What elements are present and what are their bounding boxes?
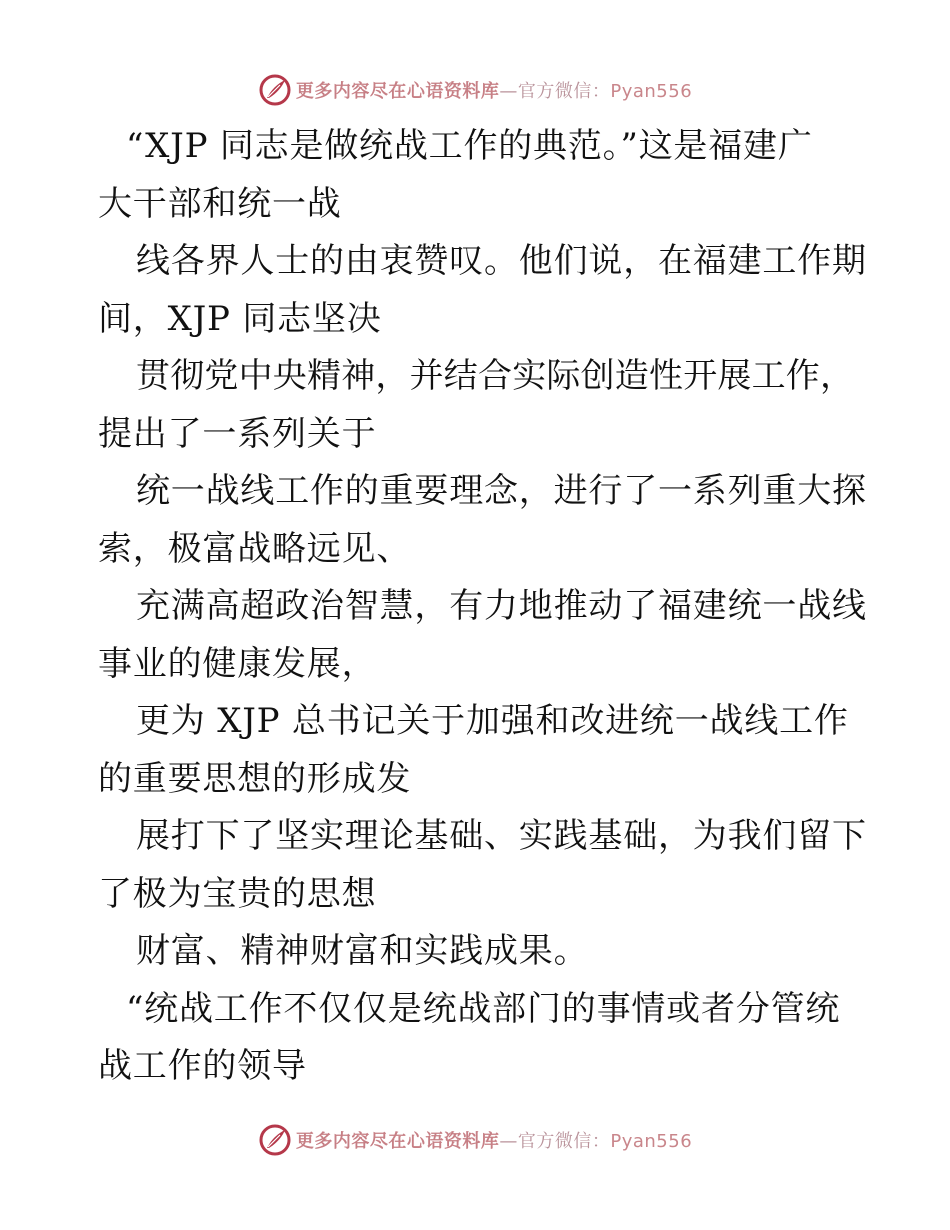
body-line: 事业的健康发展， — [98, 643, 377, 684]
body-line: 充满高超政治智慧，有力地推动了福建统一战线 — [136, 586, 867, 626]
body-line: 间，XJP 同志坚决 — [98, 298, 382, 339]
footer-watermark — [0, 1122, 950, 1158]
watermark-main: 更多内容尽在心语资料库 — [295, 1131, 500, 1152]
watermark-sub: 官方微信： — [517, 1131, 611, 1152]
feather-pen-logo-icon — [258, 1123, 292, 1157]
watermark-id: Pyan556 — [610, 81, 693, 102]
body-line: 提出了一系列关于 — [98, 413, 377, 454]
watermark-text — [296, 77, 692, 103]
body-line: 更为 XJP 总书记关于加强和改进统一战线工作 — [136, 701, 849, 741]
body-line: 索，极富战略远见、 — [98, 528, 412, 569]
body-line: 统一战线工作的重要理念，进行了一系列重大探 — [136, 471, 867, 511]
watermark-main: 更多内容尽在心语资料库 — [295, 81, 500, 102]
body-line: “XJP 同志是做统战工作的典范。”这是福建广 — [126, 126, 813, 166]
body-line: 的重要思想的形成发 — [98, 758, 412, 799]
watermark-dash: — — [499, 1131, 518, 1152]
watermark-dash: — — [499, 81, 518, 102]
body-line: “统战工作不仅仅是统战部门的事情或者分管统 — [126, 988, 841, 1029]
watermark-id: Pyan556 — [610, 1131, 693, 1152]
body-line: 战工作的领导 — [98, 1046, 307, 1086]
watermark-text — [296, 1127, 692, 1153]
body-line: 展打下了坚实理论基础、实践基础，为我们留下 — [136, 816, 867, 856]
body-line: 财富、精神财富和实践成果。 — [136, 931, 589, 971]
feather-pen-logo-icon — [258, 73, 292, 107]
header-watermark — [0, 72, 950, 108]
body-line: 了极为宝贵的思想 — [98, 873, 377, 914]
body-line: 贯彻党中央精神，并结合实际创造性开展工作， — [136, 356, 855, 396]
body-line: 大干部和统一战 — [98, 183, 342, 224]
watermark-sub: 官方微信： — [517, 81, 611, 102]
document-body — [98, 118, 867, 1096]
body-line: 线各界人士的由衷赞叹。他们说，在福建工作期 — [136, 241, 867, 281]
